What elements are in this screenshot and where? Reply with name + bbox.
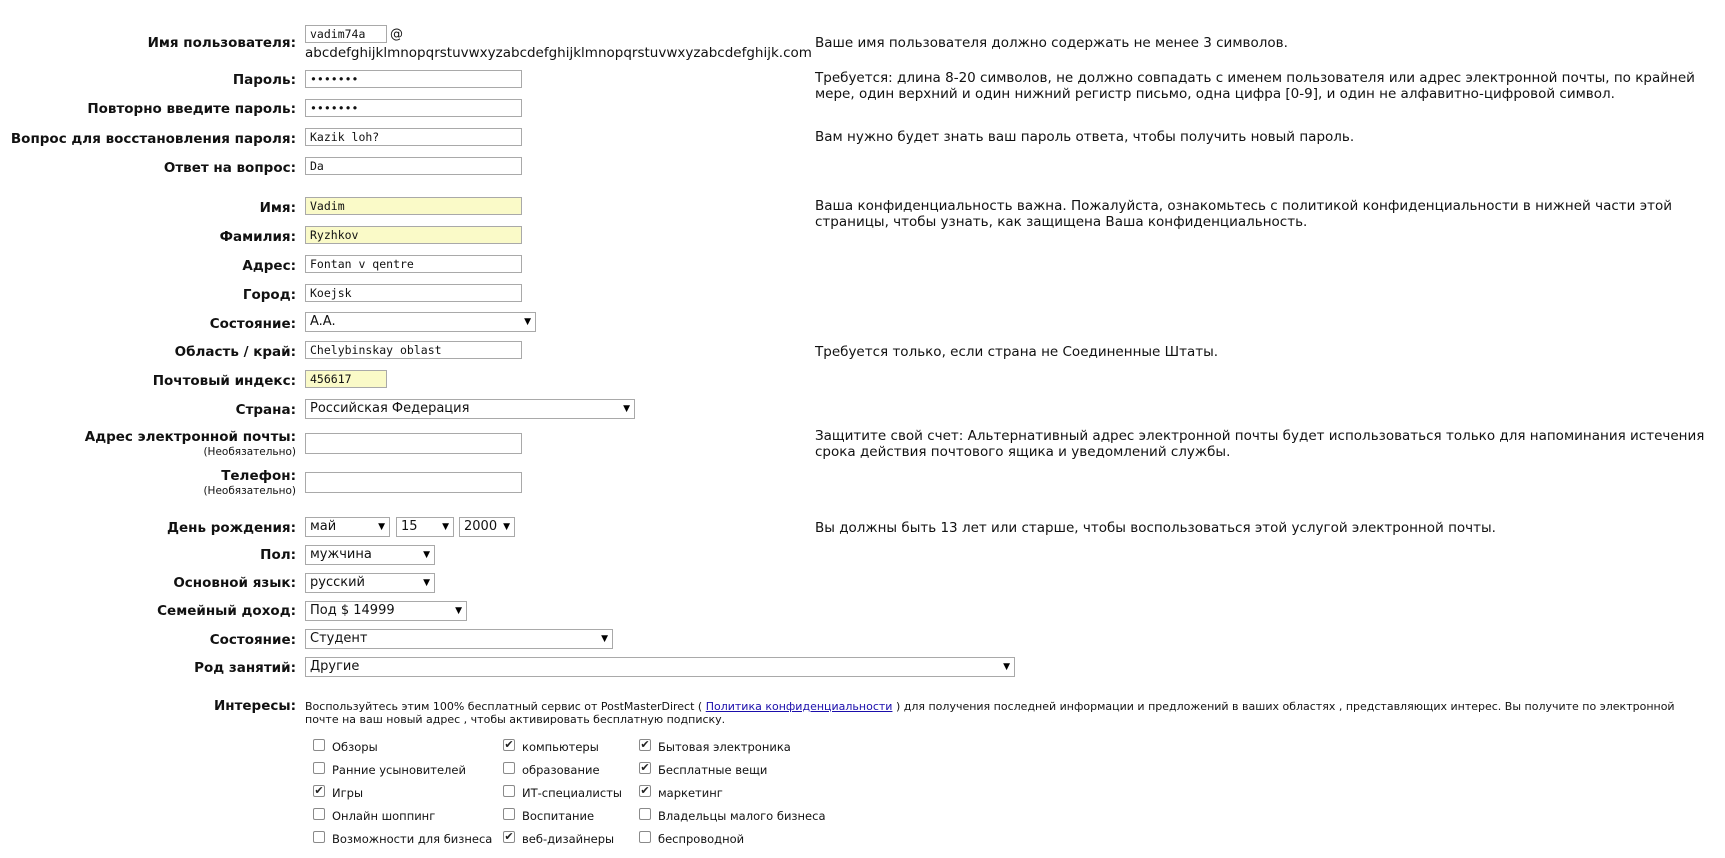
alt-email-input[interactable] [305, 433, 522, 454]
interest-label: образование [522, 763, 600, 777]
address-label: Адрес: [242, 258, 296, 274]
at-sign: @ [390, 27, 403, 42]
interests-description [305, 700, 1710, 726]
state-select-value: A.A. [310, 314, 336, 329]
username-help: Ваше имя пользователя должно содержать не менее 3 символов. [815, 35, 1288, 51]
phone-optional: (Необязательно) [203, 485, 296, 497]
language-select-value: русский [310, 575, 365, 590]
password-repeat-input[interactable]: ••••••• [305, 99, 522, 117]
chevron-down-icon: ▼ [601, 634, 608, 644]
birthday-help: Вы должны быть 13 лет или старше, чтобы воспользоваться этой услугой электронной почты. [815, 520, 1496, 536]
alt-email-label-text: Адрес электронной почты: [84, 429, 296, 445]
interest-checkbox[interactable]: ✔ [314, 784, 324, 797]
interest-label: Воспитание [522, 809, 595, 823]
gender-select[interactable] [305, 545, 435, 565]
language-select[interactable] [305, 573, 435, 593]
chevron-down-icon: ▼ [455, 606, 462, 616]
security-question-help: Вам нужно будет знать ваш пароль ответа, чтобы получить новый пароль. [815, 129, 1355, 145]
chevron-down-icon: ▼ [1003, 662, 1010, 672]
alt-email-optional: (Необязательно) [203, 446, 296, 458]
interest-label: беспроводной [658, 832, 745, 846]
chevron-down-icon: ▼ [423, 550, 430, 560]
last-name-input[interactable]: Ryzhkov [305, 226, 522, 244]
interest-checkbox[interactable] [503, 808, 515, 820]
birthday-year-select[interactable] [459, 517, 515, 537]
region-label: Область / край: [174, 344, 296, 360]
username-label: Имя пользователя: [147, 35, 296, 51]
email-domain: abcdefghijklmnopqrstuvwxyzabcdefghijklmnopqrstuvwxyzabcdefghijk.com [305, 45, 812, 61]
language-label: Основной язык: [173, 575, 296, 591]
interests-text-after: ) для получения последней информации и предложений в ваших областях , представляющих интерес. Вы получите по электронной почте на ваш новый адрес , чтобы активировать бесплатную подписку. [305, 700, 1675, 726]
interest-label: Бесплатные вещи [658, 763, 768, 777]
state-label: Состояние: [209, 316, 296, 332]
password-help: Требуется: длина 8-20 символов, не должно совпадать с именем пользователя или адрес электронной почты, по крайней мере, один верхний и один нижний регистр письмо, одна цифра [0-9], и один не алфавитно-цифровой символ. [815, 70, 1695, 102]
interest-checkbox[interactable] [313, 739, 325, 751]
security-answer-label: Ответ на вопрос: [163, 160, 296, 176]
income-select[interactable] [305, 601, 467, 621]
chevron-down-icon: ▼ [503, 522, 510, 532]
security-answer-input[interactable]: Da [305, 157, 522, 175]
city-input[interactable]: Koejsk [305, 284, 522, 302]
interest-checkbox[interactable]: ✔ [640, 738, 650, 751]
interest-checkbox[interactable] [639, 808, 651, 820]
security-question-input[interactable]: Kazik loh? [305, 128, 522, 146]
birthday-month-select[interactable] [305, 517, 390, 537]
occupation-label: Род занятий: [194, 660, 296, 676]
alt-email-help: Защитите свой счет: Альтернативный адрес электронной почты будет использоваться только для напоминания истечения срока действия почтового ящика и уведомлений службы. [815, 428, 1705, 460]
chevron-down-icon: ▼ [378, 522, 385, 532]
city-label: Город: [242, 287, 296, 303]
phone-label-text: Телефон: [221, 468, 296, 484]
phone-label [0, 468, 296, 497]
privacy-policy-link[interactable]: Политика конфиденциальности [705, 700, 893, 713]
interest-checkbox[interactable] [313, 831, 325, 843]
interest-label: ИТ-специалисты [522, 786, 622, 800]
birthday-year-value: 2000 [464, 519, 498, 534]
interest-label: компьютеры [522, 740, 599, 754]
interest-label: Возможности для бизнеса [332, 832, 493, 846]
interest-checkbox[interactable] [313, 762, 325, 774]
password-input[interactable]: ••••••• [305, 70, 522, 88]
interest-checkbox[interactable] [503, 785, 515, 797]
privacy-help: Ваша конфиденциальность важна. Пожалуйста, ознакомьтесь с политикой конфиденциальности в нижней части этой страницы, чтобы узнать, как защищена Ваша конфиденциальность. [815, 198, 1673, 230]
gender-select-value: мужчина [310, 547, 372, 562]
interest-label: Обзоры [332, 740, 378, 754]
interest-checkbox[interactable]: ✔ [640, 784, 650, 797]
interest-checkbox[interactable] [313, 808, 325, 820]
alt-email-label [0, 429, 296, 458]
zip-label: Почтовый индекс: [152, 373, 296, 389]
interest-label: Онлайн шоппинг [332, 809, 436, 823]
status-label: Состояние: [209, 632, 296, 648]
interest-checkbox[interactable]: ✔ [504, 738, 514, 751]
birthday-label: День рождения: [166, 520, 296, 536]
income-label: Семейный доход: [157, 603, 296, 619]
interest-label: Игры [332, 786, 364, 800]
chevron-down-icon: ▼ [524, 317, 531, 327]
security-question-label: Вопрос для восстановления пароля: [10, 131, 296, 147]
phone-input[interactable] [305, 472, 522, 493]
country-label: Страна: [235, 402, 296, 418]
interest-label: маркетинг [658, 786, 723, 800]
interest-label: Бытовая электроника [658, 740, 791, 754]
birthday-month-value: май [310, 519, 337, 534]
first-name-label: Имя: [259, 200, 296, 216]
country-select-value: Российская Федерация [310, 401, 470, 416]
country-select[interactable] [305, 399, 635, 419]
interest-label: Владельцы малого бизнеса [658, 809, 826, 823]
interest-label: веб-дизайнеры [522, 832, 615, 846]
interest-checkbox[interactable] [503, 762, 515, 774]
region-help: Требуется только, если страна не Соединенные Штаты. [815, 344, 1219, 360]
chevron-down-icon: ▼ [442, 522, 449, 532]
chevron-down-icon: ▼ [423, 578, 430, 588]
gender-label: Пол: [260, 547, 296, 563]
chevron-down-icon: ▼ [623, 404, 630, 414]
state-select[interactable] [305, 312, 536, 332]
interest-checkbox[interactable]: ✔ [504, 830, 514, 843]
interests-label: Интересы: [213, 698, 296, 714]
password-label: Пароль: [232, 72, 296, 88]
region-input[interactable]: Chelybinskay oblast [305, 341, 522, 359]
income-select-value: Под $ 14999 [310, 603, 395, 618]
status-select-value: Студент [310, 631, 368, 646]
username-input[interactable]: vadim74a [305, 25, 387, 43]
interest-checkbox[interactable]: ✔ [640, 761, 650, 774]
zip-input[interactable]: 456617 [305, 370, 387, 388]
address-input[interactable]: Fontan v qentre [305, 255, 522, 273]
last-name-label: Фамилия: [219, 229, 296, 245]
interests-text-before: Воспользуйтесь этим 100% бесплатный сервис от PostMasterDirect ( [305, 700, 703, 713]
interest-checkbox[interactable] [639, 831, 651, 843]
occupation-select[interactable] [305, 657, 1015, 677]
birthday-day-value: 15 [401, 519, 418, 534]
first-name-input[interactable]: Vadim [305, 197, 522, 215]
interest-label: Ранние усыновителей [332, 763, 466, 777]
birthday-day-select[interactable] [396, 517, 454, 537]
occupation-select-value: Другие [310, 659, 360, 674]
password-repeat-label: Повторно введите пароль: [87, 101, 296, 117]
status-select[interactable] [305, 629, 613, 649]
